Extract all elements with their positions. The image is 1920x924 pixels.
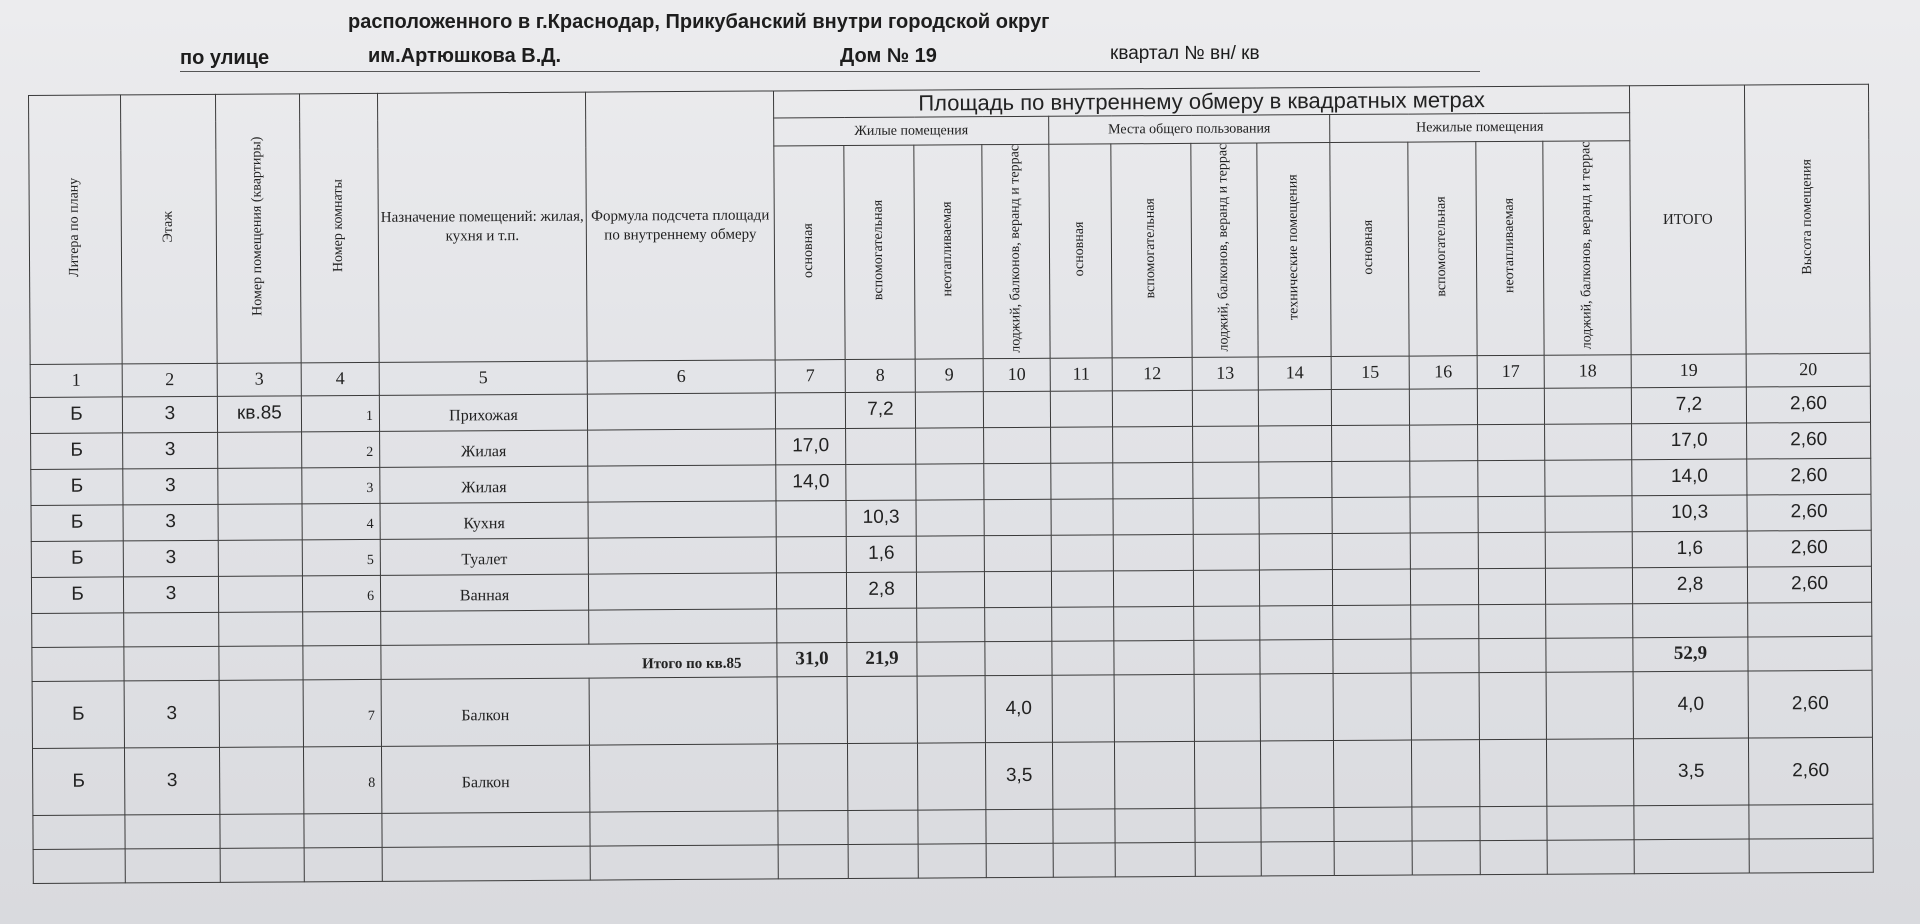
col-number: 3 (217, 363, 301, 397)
cell-main (776, 572, 846, 608)
cell-height: 2,60 (1747, 422, 1871, 459)
cell-purpose: Жилая (380, 430, 588, 467)
col-number: 18 (1544, 355, 1631, 389)
cell-aux (846, 464, 916, 500)
col-number: 7 (775, 359, 845, 392)
cell-floor: 3 (123, 540, 218, 577)
col-number: 8 (845, 359, 915, 392)
cell-litera: Б (31, 505, 123, 542)
cell-litera: Б (32, 681, 124, 749)
subtotal-total: 52,9 (1633, 637, 1748, 672)
col-number: 16 (1409, 355, 1477, 388)
cell-purpose: Ванная (380, 574, 588, 611)
col-head-9: неотапливаемая (914, 145, 983, 359)
cell-room: 5 (302, 539, 380, 575)
group-nonliving: Нежилые помещения (1330, 113, 1630, 143)
cell-litera: Б (31, 469, 123, 506)
cell-floor: 3 (123, 468, 218, 505)
cell-height: 2,60 (1749, 737, 1873, 805)
cell-formula (587, 393, 775, 430)
cell-floor: 3 (123, 432, 218, 469)
subtotal-aux: 21,9 (847, 642, 917, 676)
col-number: 2 (122, 363, 217, 397)
col-number: 19 (1631, 354, 1746, 388)
col-number: 4 (301, 362, 379, 395)
cell-aux (846, 428, 916, 464)
col-number: 11 (1050, 358, 1112, 391)
cell-total: 3,5 (1634, 738, 1749, 806)
header-underline (180, 71, 1480, 72)
cell-height: 2,60 (1747, 458, 1871, 495)
cell-height: 2,60 (1746, 386, 1870, 423)
area-title: Площадь по внутреннему обмеру в квадратных метрах (773, 86, 1629, 118)
header-location: расположенного в г.Краснодар, Прикубанский внутри городской округ (348, 11, 1050, 33)
cell-height: 2,60 (1747, 566, 1871, 603)
cell-litera: Б (32, 748, 124, 816)
cell-balcony: 4,0 (985, 675, 1052, 742)
cell-total: 2,8 (1632, 567, 1747, 604)
cell-purpose: Кухня (380, 502, 588, 539)
col-head-room: Номер комнаты (299, 93, 379, 362)
col-head-8: вспомогательная (844, 145, 915, 359)
group-living: Жилые помещения (774, 116, 1049, 146)
table-row (32, 670, 1872, 748)
cell-total: 7,2 (1631, 387, 1746, 424)
col-head-11: основная (1049, 144, 1112, 358)
cell-formula (588, 429, 776, 466)
col-number: 10 (983, 358, 1050, 391)
col-number: 5 (379, 361, 587, 395)
col-head-14: технические помещения (1257, 143, 1331, 357)
col-number: 20 (1746, 353, 1870, 387)
cell-total: 10,3 (1632, 495, 1747, 532)
cell-formula (588, 465, 776, 502)
cell-total: 1,6 (1632, 531, 1747, 568)
cell-aux: 10,3 (846, 500, 916, 536)
cell-floor: 3 (123, 504, 218, 541)
cell-room: 3 (302, 467, 380, 503)
cell-height: 2,60 (1748, 670, 1872, 738)
cell-room: 7 (303, 679, 381, 746)
cell-floor: 3 (124, 747, 219, 815)
col-head-purpose: Назначение помещений: жилая, кухня и т.п. (377, 92, 587, 362)
col-head-total: ИТОГО (1630, 85, 1747, 355)
col-head-floor: Этаж (121, 94, 218, 363)
cell-purpose: Жилая (380, 466, 588, 503)
cell-apartment (218, 540, 302, 577)
cell-apartment (218, 576, 302, 613)
col-head-12: вспомогательная (1111, 143, 1192, 357)
cell-apartment: кв.85 (217, 396, 301, 433)
table-row (32, 737, 1872, 815)
cell-balcony (984, 463, 1051, 499)
cell-room: 8 (303, 746, 381, 813)
cell-height: 2,60 (1747, 494, 1871, 531)
cell-main: 17,0 (776, 428, 846, 464)
col-number: 15 (1331, 356, 1409, 389)
col-head-10: лоджий, балконов, веранд и террас (982, 144, 1050, 358)
col-number: 17 (1477, 355, 1544, 388)
cell-apartment (218, 468, 302, 505)
cell-balcony (984, 499, 1051, 535)
cell-main (776, 500, 846, 536)
header-street: им.Артюшкова В.Д. (368, 45, 562, 67)
col-number: 13 (1192, 357, 1258, 390)
subtotal-main: 31,0 (777, 642, 847, 676)
area-table (28, 84, 1874, 884)
col-head-apartment: Номер помещения (квартиры) (215, 94, 301, 363)
cell-balcony (984, 427, 1051, 463)
col-head-18: лоджий, балконов, веранд и террас (1543, 141, 1631, 355)
cell-total: 17,0 (1632, 423, 1747, 460)
cell-floor: 3 (123, 576, 218, 613)
cell-aux: 1,6 (846, 536, 916, 572)
cell-apartment (218, 432, 302, 469)
col-head-litera: Литера по плану (29, 95, 123, 364)
cell-purpose: Балкон (381, 745, 589, 813)
col-number: 1 (30, 364, 122, 398)
cell-room: 1 (301, 395, 379, 431)
cell-main (776, 536, 846, 572)
header-quarter: квартал № вн/ кв (1110, 43, 1260, 64)
col-number: 14 (1258, 356, 1331, 389)
col-number: 9 (915, 358, 983, 391)
col-number: 6 (587, 360, 775, 394)
col-head-height: Высота помещения (1745, 84, 1871, 354)
cell-litera: Б (31, 433, 123, 470)
cell-purpose: Туалет (380, 538, 588, 575)
cell-litera: Б (31, 577, 123, 614)
cell-total: 4,0 (1633, 671, 1748, 739)
cell-purpose: Прихожая (379, 394, 587, 431)
col-head-16: вспомогательная (1408, 142, 1477, 356)
header-house: Дом № 19 (840, 45, 937, 67)
cell-litera: Б (30, 397, 122, 434)
cell-main (775, 392, 845, 428)
cell-formula (588, 501, 776, 538)
cell-balcony (984, 571, 1051, 607)
cell-purpose: Балкон (381, 678, 589, 746)
cell-height: 2,60 (1747, 530, 1871, 567)
cell-room: 4 (302, 503, 380, 539)
cell-aux: 2,8 (846, 572, 916, 608)
header-street-label: по улице (180, 47, 270, 69)
cell-room: 6 (302, 575, 380, 611)
col-head-formula: Формула подсчета площади по внутреннему обмеру (585, 91, 775, 361)
cell-aux: 7,2 (845, 392, 915, 428)
cell-litera: Б (31, 541, 123, 578)
cell-balcony: 3,5 (985, 742, 1052, 809)
cell-formula (588, 573, 776, 610)
cell-floor: 3 (122, 396, 217, 433)
cell-main: 14,0 (776, 464, 846, 500)
cell-apartment (218, 504, 302, 541)
col-head-15: основная (1330, 142, 1409, 356)
cell-formula (588, 537, 776, 574)
cell-balcony (984, 535, 1051, 571)
col-head-13: лоджий, балконов, веранд и террас (1191, 143, 1258, 357)
col-head-7: основная (774, 146, 845, 360)
group-common: Места общего пользования (1049, 115, 1330, 145)
col-number: 12 (1112, 357, 1192, 390)
col-head-17: неотапливаемая (1476, 141, 1544, 355)
cell-floor: 3 (124, 680, 219, 748)
cell-room: 2 (302, 431, 380, 467)
subtotal-label: Итого по кв.85 (381, 643, 777, 679)
cell-total: 14,0 (1632, 459, 1747, 496)
cell-balcony (983, 391, 1050, 427)
